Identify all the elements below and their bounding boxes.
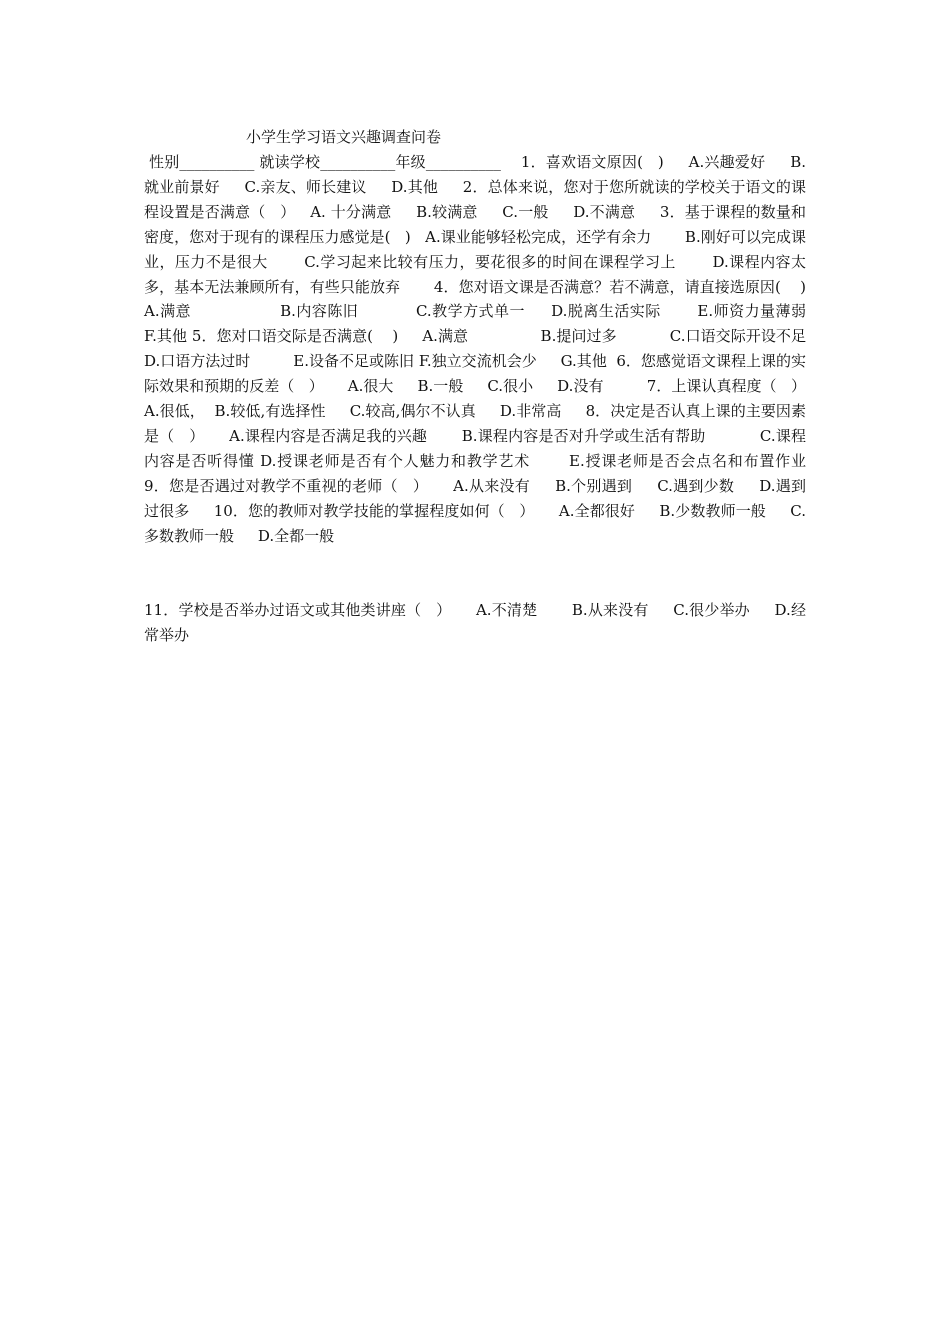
page-title: 小学生学习语文兴趣调查问卷 xyxy=(246,128,442,146)
survey-question-11: 11．学校是否举办过语文或其他类讲座（ ） A.不清楚 B.从来没有 C.很少举办 D.经常举办 xyxy=(144,601,806,644)
survey-questions-1-10: 性别__________ 就读学校__________年级__________ 1．喜欢语文原因( ) A.兴趣爱好 B.就业前景好 C.亲友、师长建议 D.其他 2．总体来说，您对于您所就读的学校关于语文的课程设置是否满意（ ） A. 十分满意 B.较满意 C.一般 D.不满意 3．基于课程的数量和密度，您对于现有的课程压力感觉是( ) A.课业能够轻松完成，还学有余力 B.刚好可以完成课业，压力不是很大 C.学习起来比较有压力，要花很多的时间在课程学习上 D.课程内容太多，基本无法兼顾所有，有些只能放弃 4．您对语文课是否满意？若不满意，请直接选原因( ) A.满意 B.内容陈旧 C.教学方式单一 D.脱离生活实际 E.师资力量薄弱 F.其他 5．您对口语交际是否满意( ) A.满意 B.提问过多 C.口语交际开设不足 D.口语方法过时 E.设备不足或陈旧 F.独立交流机会少 G.其他 6．您感觉语文课程上课的实际效果和预期的反差（ ） A.很大 B.一般 C.很小 D.没有 7．上课认真程度（ ） A.很低， B.较低,有选择性 C.较高,偶尔不认真 D.非常高 8．决定是否认真上课的主要因素是（ ） A.课程内容是否满足我的兴趣 B.课程内容是否对升学或生活有帮助 C.课程内容是否听得懂 D.授课老师是否有个人魅力和教学艺术 E.授课老师是否会点名和布置作业 9．您是否遇过对教学不重视的老师（ ） A.从来没有 B.个别遇到 C.遇到少数 D.遇到过很多 10．您的教师对教学技能的掌握程度如何（ ） A.全都很好 B.少数教师一般 C.多数教师一般 D.全都一般 xyxy=(144,153,849,545)
